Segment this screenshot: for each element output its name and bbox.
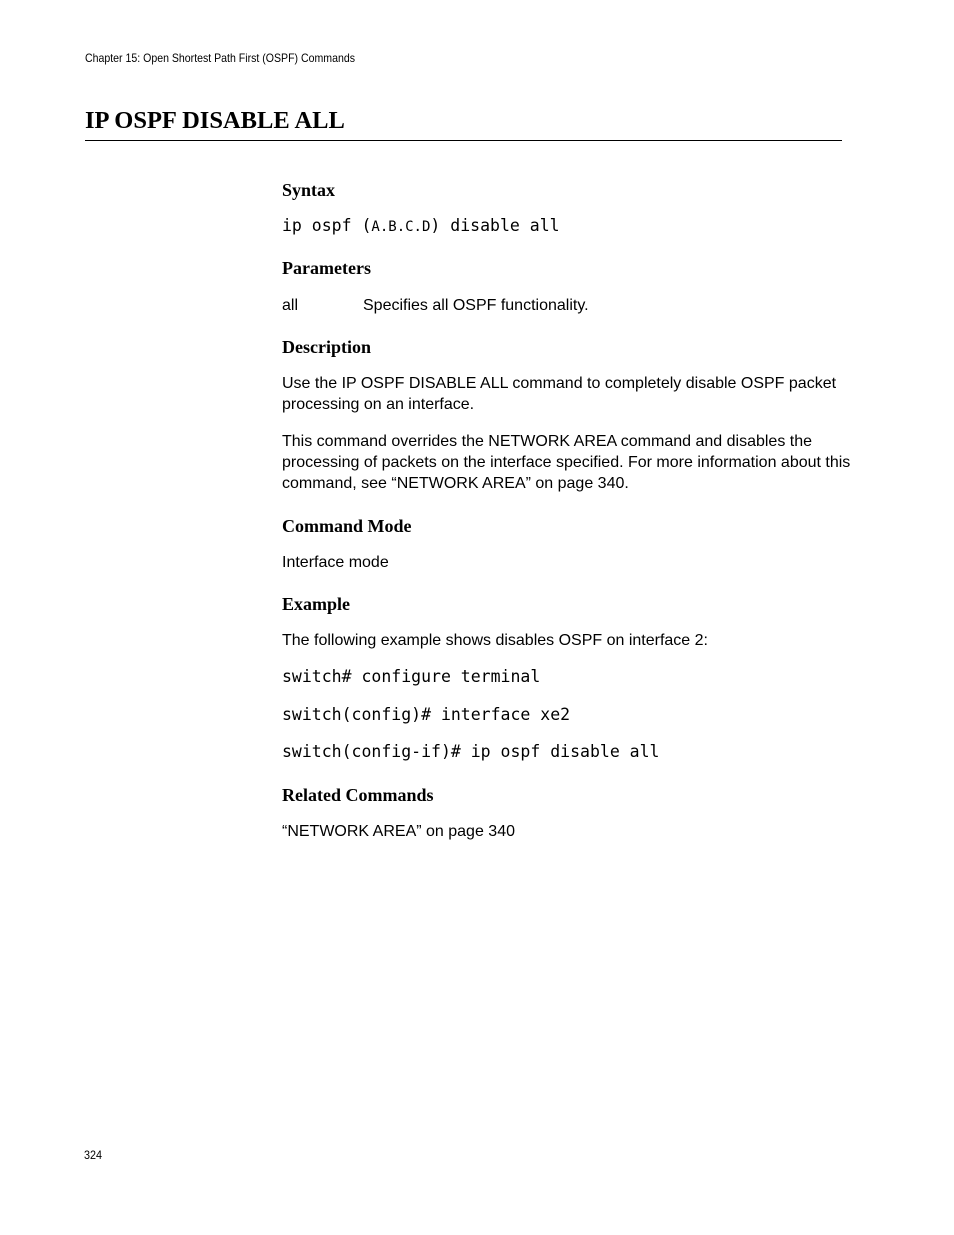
parameter-row xyxy=(282,295,852,316)
parameter-description: Specifies all OSPF functionality. xyxy=(363,297,589,314)
description-paragraph-1: Use the IP OSPF DISABLE ALL command to completely disable OSPF packet processing on an interface. xyxy=(282,375,837,413)
command-mode-text: Interface mode xyxy=(282,554,389,571)
example-code-line: switch(config-if)# ip ospf disable all xyxy=(282,742,660,761)
description-paragraph-2: This command overrides the NETWORK AREA command and disables the processing of packets on the interface specified. For more information about this command, see “NETWORK AREA” on page 340. xyxy=(282,433,851,492)
command-mode-heading: Command Mode xyxy=(282,516,412,536)
example-code-line: switch# configure terminal xyxy=(282,667,541,686)
syntax-argument: A.B.C.D xyxy=(371,219,431,235)
parameter-name: all xyxy=(282,297,299,314)
related-commands-heading: Related Commands xyxy=(282,785,434,805)
page-number: 324 xyxy=(84,1148,103,1162)
running-header: Chapter 15: Open Shortest Path First (OSPF) Commands xyxy=(85,51,355,65)
parameters-heading: Parameters xyxy=(282,258,371,278)
syntax-line xyxy=(282,215,852,238)
content-body xyxy=(282,178,852,842)
title-rule xyxy=(85,140,842,141)
description-heading: Description xyxy=(282,337,371,357)
syntax-suffix: ) disable all xyxy=(430,216,560,235)
page-title: IP OSPF DISABLE ALL xyxy=(85,107,345,134)
syntax-prefix: ip ospf ( xyxy=(282,216,372,235)
example-intro: The following example shows disables OSPF on interface 2: xyxy=(282,632,708,649)
example-heading: Example xyxy=(282,594,351,614)
example-code-line: switch(config)# interface xe2 xyxy=(282,705,571,724)
related-command-link: “NETWORK AREA” on page 340 xyxy=(282,823,515,840)
syntax-heading: Syntax xyxy=(282,180,336,200)
